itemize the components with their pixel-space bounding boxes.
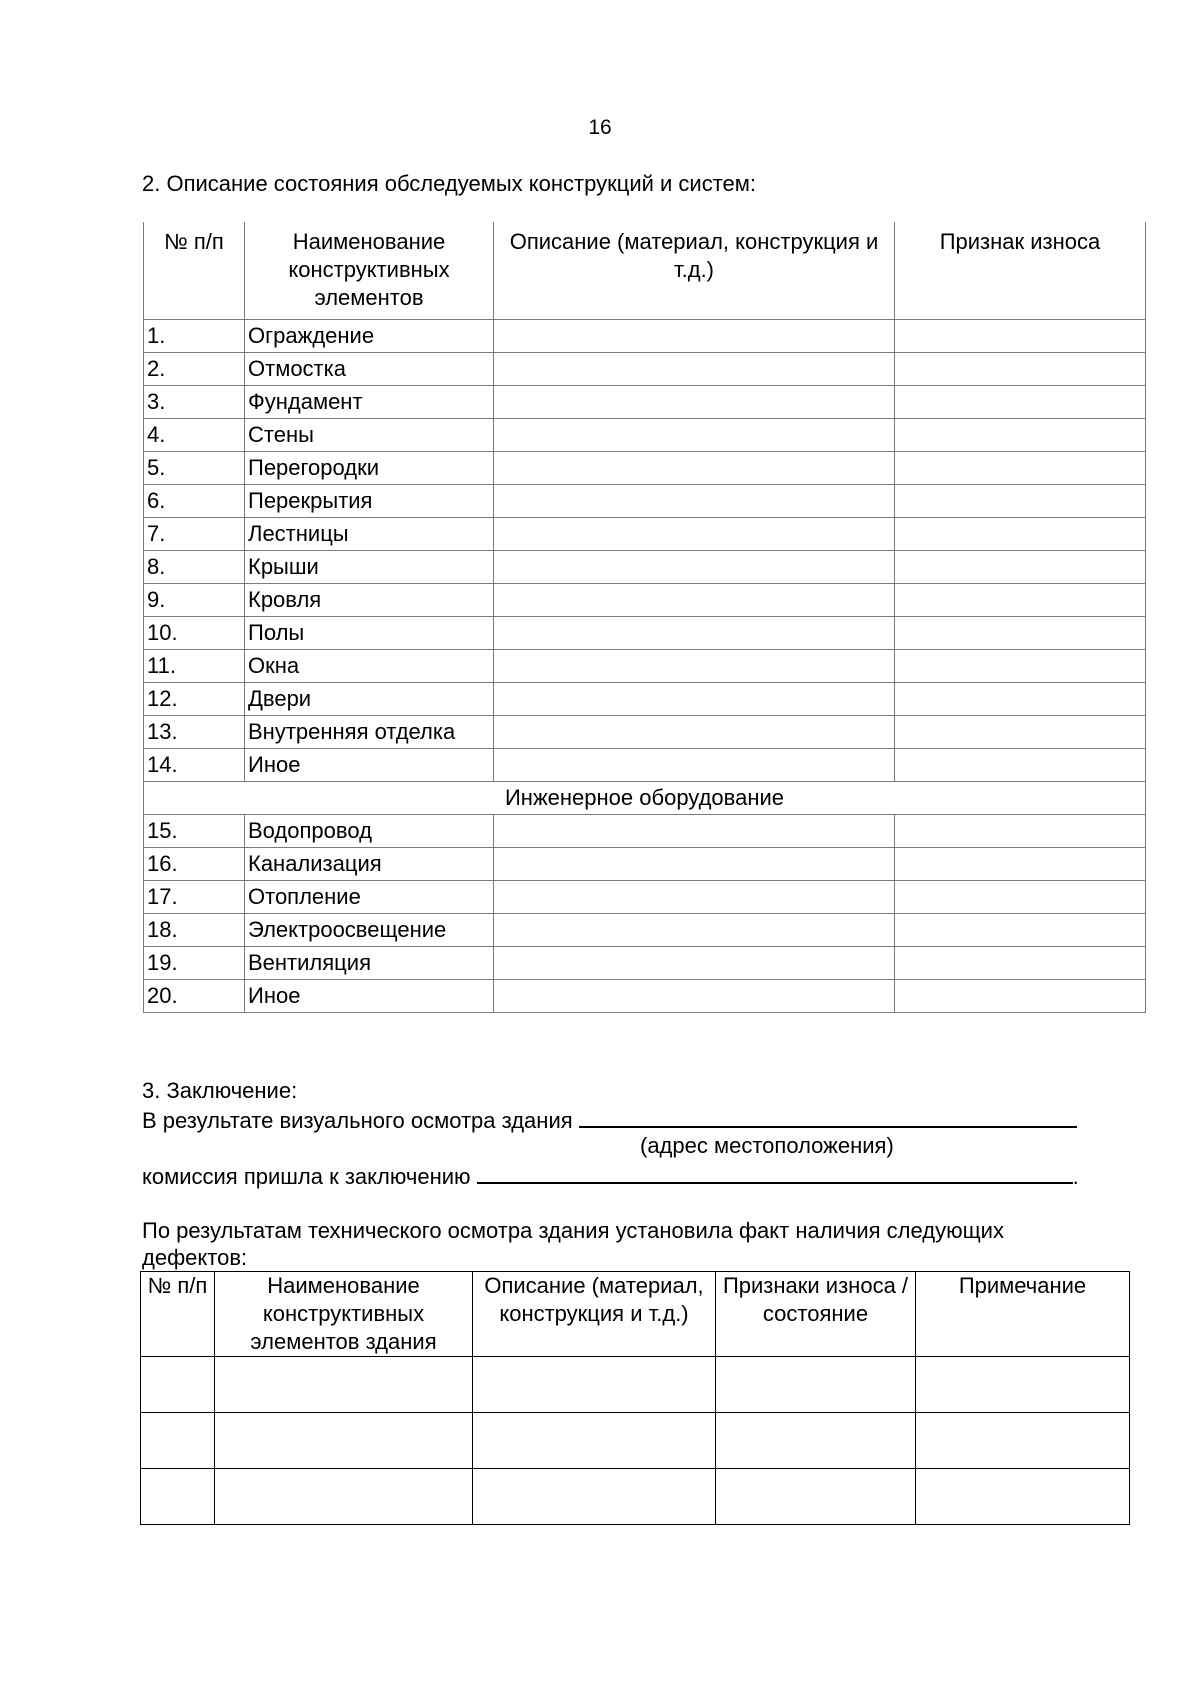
table-row [144, 353, 1146, 386]
table-row [144, 683, 1146, 716]
row-element-name: Окна [245, 650, 494, 683]
row-number: 4. [144, 419, 245, 452]
row-number: 16. [144, 848, 245, 881]
row-number: 13. [144, 716, 245, 749]
defects-cell[interactable] [716, 1469, 916, 1525]
row-wear-cell[interactable] [895, 815, 1146, 848]
row-number: 2. [144, 353, 245, 386]
row-description-cell[interactable] [494, 485, 895, 518]
row-description-cell[interactable] [494, 980, 895, 1013]
row-description-cell[interactable] [494, 419, 895, 452]
row-wear-cell[interactable] [895, 419, 1146, 452]
row-number: 11. [144, 650, 245, 683]
row-wear-cell[interactable] [895, 980, 1146, 1013]
defects-cell[interactable] [141, 1357, 215, 1413]
row-element-name: Крыши [245, 551, 494, 584]
row-wear-cell[interactable] [895, 320, 1146, 353]
defects-cell[interactable] [716, 1357, 916, 1413]
defects-header-element-name: Наименование конструктивных элементов здания [215, 1272, 473, 1357]
row-element-name: Вентиляция [245, 947, 494, 980]
row-wear-cell[interactable] [895, 683, 1146, 716]
row-description-cell[interactable] [494, 848, 895, 881]
defects-cell[interactable] [916, 1413, 1130, 1469]
row-number: 19. [144, 947, 245, 980]
row-element-name: Лестницы [245, 518, 494, 551]
row-element-name: Внутренняя отделка [245, 716, 494, 749]
header-number: № п/п [144, 222, 245, 320]
row-wear-cell[interactable] [895, 452, 1146, 485]
header-element-name: Наименование конструктивных элементов [245, 222, 494, 320]
defects-table [140, 1271, 1130, 1525]
row-wear-cell[interactable] [895, 485, 1146, 518]
row-wear-cell[interactable] [895, 386, 1146, 419]
row-number: 1. [144, 320, 245, 353]
row-wear-cell[interactable] [895, 518, 1146, 551]
row-wear-cell[interactable] [895, 716, 1146, 749]
row-wear-cell[interactable] [895, 353, 1146, 386]
table-row [144, 848, 1146, 881]
defects-cell[interactable] [473, 1469, 716, 1525]
row-number: 18. [144, 914, 245, 947]
conclusion-line-3-end: . [1072, 1164, 1079, 1189]
row-wear-cell[interactable] [895, 914, 1146, 947]
defects-header-wear: Признаки износа / состояние [716, 1272, 916, 1357]
table-row [144, 617, 1146, 650]
conclusion-blank-field[interactable] [477, 1162, 1073, 1184]
defects-cell[interactable] [215, 1413, 473, 1469]
row-element-name: Кровля [245, 584, 494, 617]
row-description-cell[interactable] [494, 881, 895, 914]
defects-paragraph: По результатам технического осмотра здания установила факт наличия следующих дефектов: [142, 1218, 1004, 1270]
address-blank-field[interactable] [579, 1106, 1077, 1128]
row-element-name: Перегородки [245, 452, 494, 485]
row-element-name: Ограждение [245, 320, 494, 353]
row-element-name: Электроосвещение [245, 914, 494, 947]
table-row [144, 485, 1146, 518]
row-description-cell[interactable] [494, 386, 895, 419]
row-element-name: Канализация [245, 848, 494, 881]
row-description-cell[interactable] [494, 716, 895, 749]
row-wear-cell[interactable] [895, 749, 1146, 782]
conclusion-line-1-text: В результате визуального осмотра здания [142, 1108, 573, 1133]
table-row [144, 815, 1146, 848]
table-row [144, 518, 1146, 551]
row-description-cell[interactable] [494, 815, 895, 848]
table-row [144, 749, 1146, 782]
defects-header-note: Примечание [916, 1272, 1130, 1357]
table-row [144, 584, 1146, 617]
row-number: 17. [144, 881, 245, 914]
conclusion-line-1 [142, 1106, 1077, 1134]
defects-cell[interactable] [141, 1469, 215, 1525]
defects-header-number: № п/п [141, 1272, 215, 1357]
defects-cell[interactable] [473, 1413, 716, 1469]
row-description-cell[interactable] [494, 320, 895, 353]
row-number: 10. [144, 617, 245, 650]
row-description-cell[interactable] [494, 947, 895, 980]
row-description-cell[interactable] [494, 518, 895, 551]
row-element-name: Отмостка [245, 353, 494, 386]
row-wear-cell[interactable] [895, 947, 1146, 980]
conclusion-line-3 [142, 1162, 1079, 1190]
row-number: 14. [144, 749, 245, 782]
table-row [144, 914, 1146, 947]
row-element-name: Перекрытия [245, 485, 494, 518]
header-wear-sign: Признак износа [895, 222, 1146, 320]
row-number: 20. [144, 980, 245, 1013]
defects-header-row [141, 1272, 1130, 1357]
row-number: 15. [144, 815, 245, 848]
row-element-name: Полы [245, 617, 494, 650]
table-row [144, 947, 1146, 980]
row-wear-cell[interactable] [895, 881, 1146, 914]
group-label: Инженерное оборудование [144, 782, 1146, 815]
table-row [144, 881, 1146, 914]
row-number: 8. [144, 551, 245, 584]
row-description-cell[interactable] [494, 452, 895, 485]
row-wear-cell[interactable] [895, 584, 1146, 617]
row-description-cell[interactable] [494, 650, 895, 683]
defects-row [141, 1469, 1130, 1525]
table-header-row [144, 222, 1146, 320]
row-element-name: Двери [245, 683, 494, 716]
row-wear-cell[interactable] [895, 617, 1146, 650]
defects-row [141, 1357, 1130, 1413]
row-description-cell[interactable] [494, 353, 895, 386]
row-description-cell[interactable] [494, 584, 895, 617]
row-description-cell[interactable] [494, 749, 895, 782]
row-number: 7. [144, 518, 245, 551]
row-number: 12. [144, 683, 245, 716]
section-3-title: 3. Заключение: [142, 1078, 298, 1103]
header-description: Описание (материал, конструкция и т.д.) [494, 222, 895, 320]
row-description-cell[interactable] [494, 683, 895, 716]
row-element-name: Отопление [245, 881, 494, 914]
defects-cell[interactable] [916, 1357, 1130, 1413]
defects-row [141, 1413, 1130, 1469]
defects-header-description: Описание (материал, конструкция и т.д.) [473, 1272, 716, 1357]
row-element-name: Иное [245, 980, 494, 1013]
structures-table [143, 222, 1146, 1013]
row-number: 5. [144, 452, 245, 485]
table-row [144, 980, 1146, 1013]
row-wear-cell[interactable] [895, 848, 1146, 881]
table-row [144, 320, 1146, 353]
table-row [144, 452, 1146, 485]
table-row [144, 551, 1146, 584]
row-description-cell[interactable] [494, 617, 895, 650]
section-2-title: 2. Описание состояния обследуемых конструкций и систем: [142, 171, 757, 196]
row-number: 6. [144, 485, 245, 518]
defects-cell[interactable] [716, 1413, 916, 1469]
conclusion-line-3-text: комиссия пришла к заключению [142, 1164, 471, 1189]
defects-cell[interactable] [141, 1413, 215, 1469]
row-element-name: Водопровод [245, 815, 494, 848]
table-row [144, 716, 1146, 749]
row-element-name: Стены [245, 419, 494, 452]
row-element-name: Фундамент [245, 386, 494, 419]
row-description-cell[interactable] [494, 551, 895, 584]
row-wear-cell[interactable] [895, 650, 1146, 683]
defects-cell[interactable] [916, 1469, 1130, 1525]
row-wear-cell[interactable] [895, 551, 1146, 584]
defects-cell[interactable] [215, 1469, 473, 1525]
defects-cell[interactable] [473, 1357, 716, 1413]
address-caption: (адрес местоположения) [640, 1133, 894, 1158]
group-row [144, 782, 1146, 815]
defects-cell[interactable] [215, 1357, 473, 1413]
row-description-cell[interactable] [494, 914, 895, 947]
page-number: 16 [588, 116, 612, 139]
row-element-name: Иное [245, 749, 494, 782]
table-row [144, 386, 1146, 419]
table-row [144, 650, 1146, 683]
row-number: 3. [144, 386, 245, 419]
row-number: 9. [144, 584, 245, 617]
table-row [144, 419, 1146, 452]
